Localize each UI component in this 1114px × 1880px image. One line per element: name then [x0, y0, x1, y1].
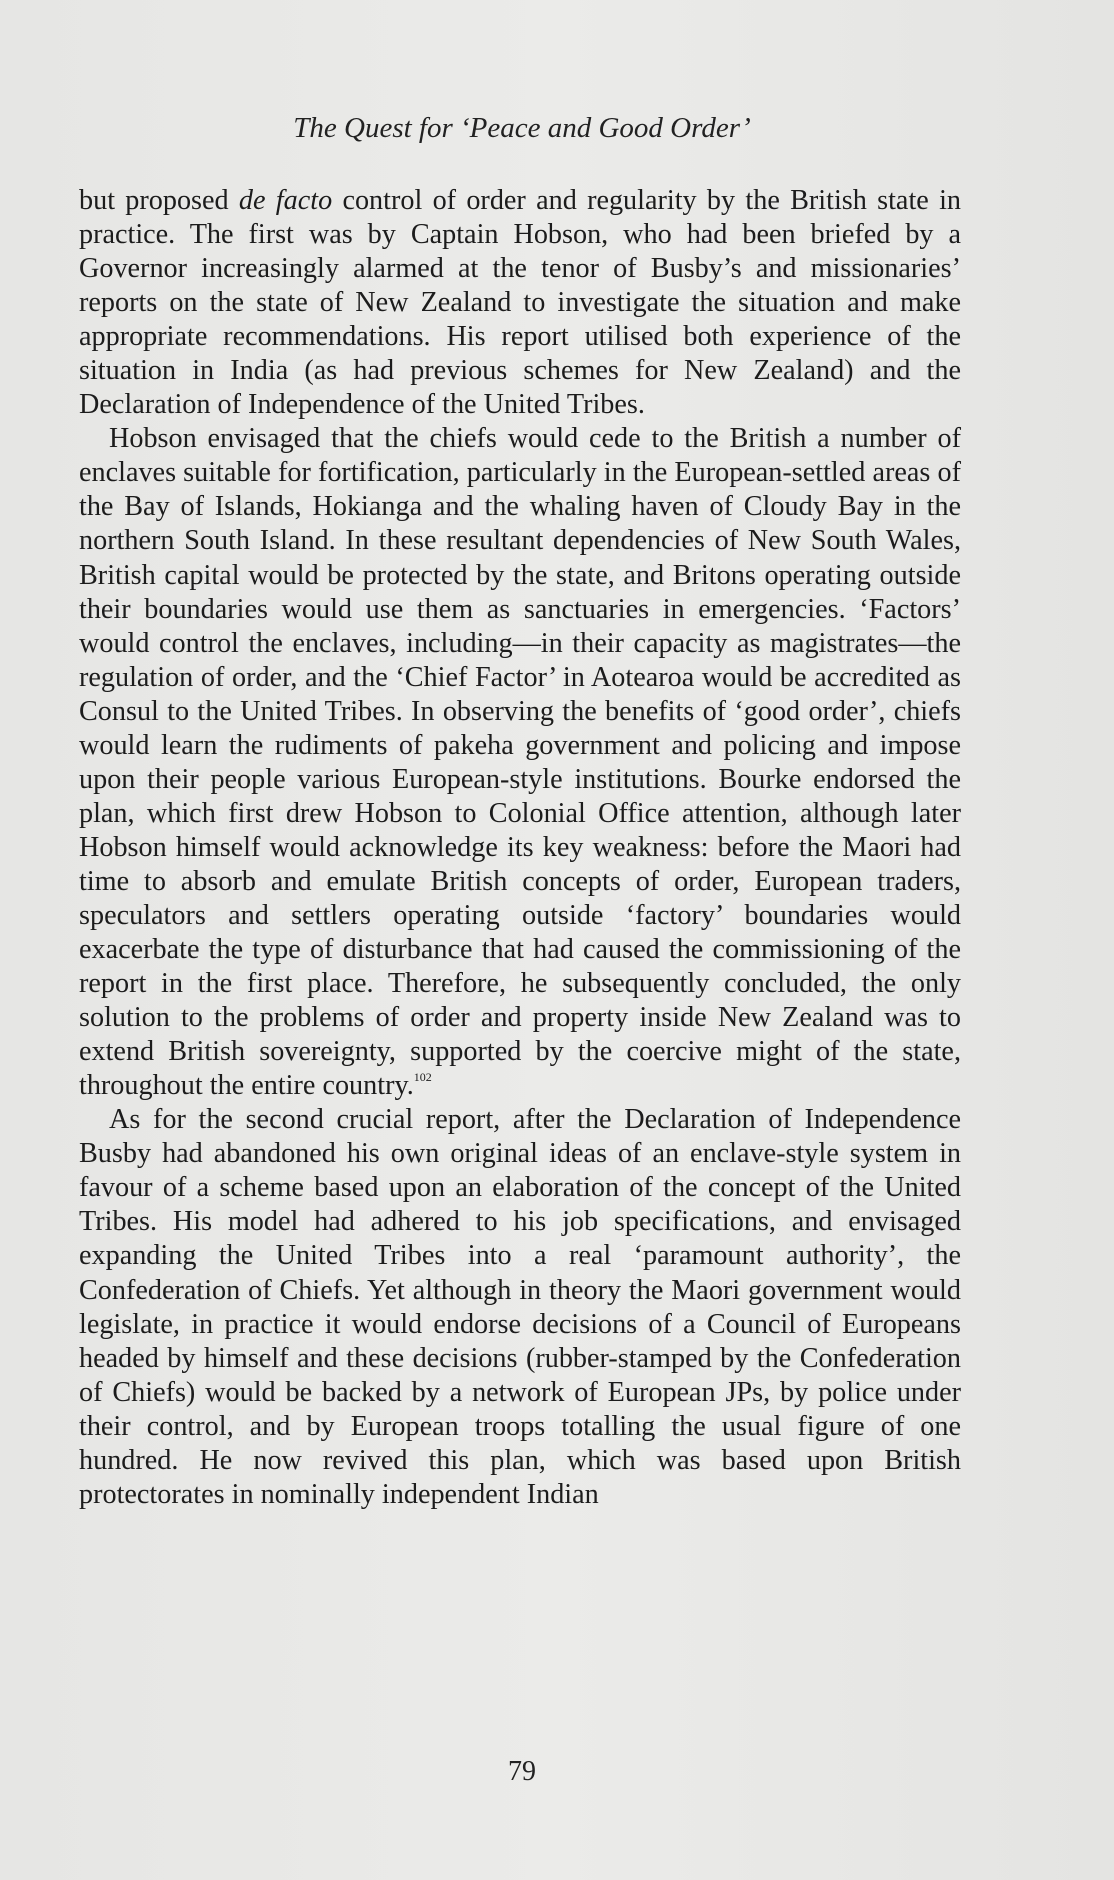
page-number: 79 [508, 1756, 536, 1787]
paragraph-1 [79, 184, 961, 422]
paragraph-1-rest: control of order and regularity by the British state in practice. The first was by Captain Hobson, who had been briefed by a Governor increasingly alarmed at the tenor of Busby’s and missionaries’ reports on the state of New Zealand to investigate the situation and make appropriate recommendations. His report utilised both experience of the situation in India (as had previous schemes for New Zealand) and the Declaration of Independence of the United Tribes. [79, 185, 961, 421]
footnote-reference: 102 [413, 1070, 432, 1085]
paragraph-3 [79, 1103, 961, 1512]
body-text [79, 184, 961, 1512]
paragraph-2 [79, 422, 961, 1103]
paragraph-3-text: As for the second crucial report, after the Declaration of Independence Busby had abandoned his own original ideas of an enclave-style system in favour of a scheme based upon an elaboration of the concept of the United Tribes. His model had adhered to his job specifications, and envisaged expanding the United Tribes into a real ‘paramount authority’, the Confederation of Chiefs. Yet although in theory the Maori government would legislate, in practice it would endorse decisions of a Council of Europeans headed by himself and these decisions (rubber-stamped by the Confederation of Chiefs) would be backed by a network of European JPs, by police under their control, and by European troops totalling the usual figure of one hundred. He now revived this plan, which was based upon British protectorates in nominally independent Indian [79, 1104, 961, 1510]
paragraph-1-lead: but proposed [79, 185, 239, 216]
running-head: The Quest for ‘Peace and Good Order’ [293, 112, 751, 144]
paragraph-2-text: Hobson envisaged that the chiefs would cede to the British a number of enclaves suitable for fortification, particularly in the European-settled areas of the Bay of Islands, Hokianga and the whaling haven of Cloudy Bay in the northern South Island. In these resultant dependencies of New South Wales, British capital would be protected by the state, and Britons operating outside their boundaries would use them as sanctuaries in emergencies. ‘Factors’ would control the enclaves, including—in their capacity as magistrates—the regulation of order, and the ‘Chief Factor’ in Aotearoa would be accredited as Consul to the United Tribes. In observing the benefits of ‘good order’, chiefs would learn the rudiments of pakeha government and policing and impose upon their people various European-style institutions. Bourke endorsed the plan, which first drew Hobson to Colonial Office attention, although later Hobson himself would acknowledge its key weakness: before the Maori had time to absorb and emulate British concepts of order, European traders, speculators and settlers operating outside ‘factory’ boundaries would exacerbate the type of disturbance that had caused the commissioning of the report in the first place. Therefore, he subsequently concluded, the only solution to the problems of order and property inside New Zealand was to extend British sovereignty, supported by the coercive might of the state, throughout the entire country. [79, 423, 961, 1102]
italic-term: de facto [238, 185, 333, 216]
